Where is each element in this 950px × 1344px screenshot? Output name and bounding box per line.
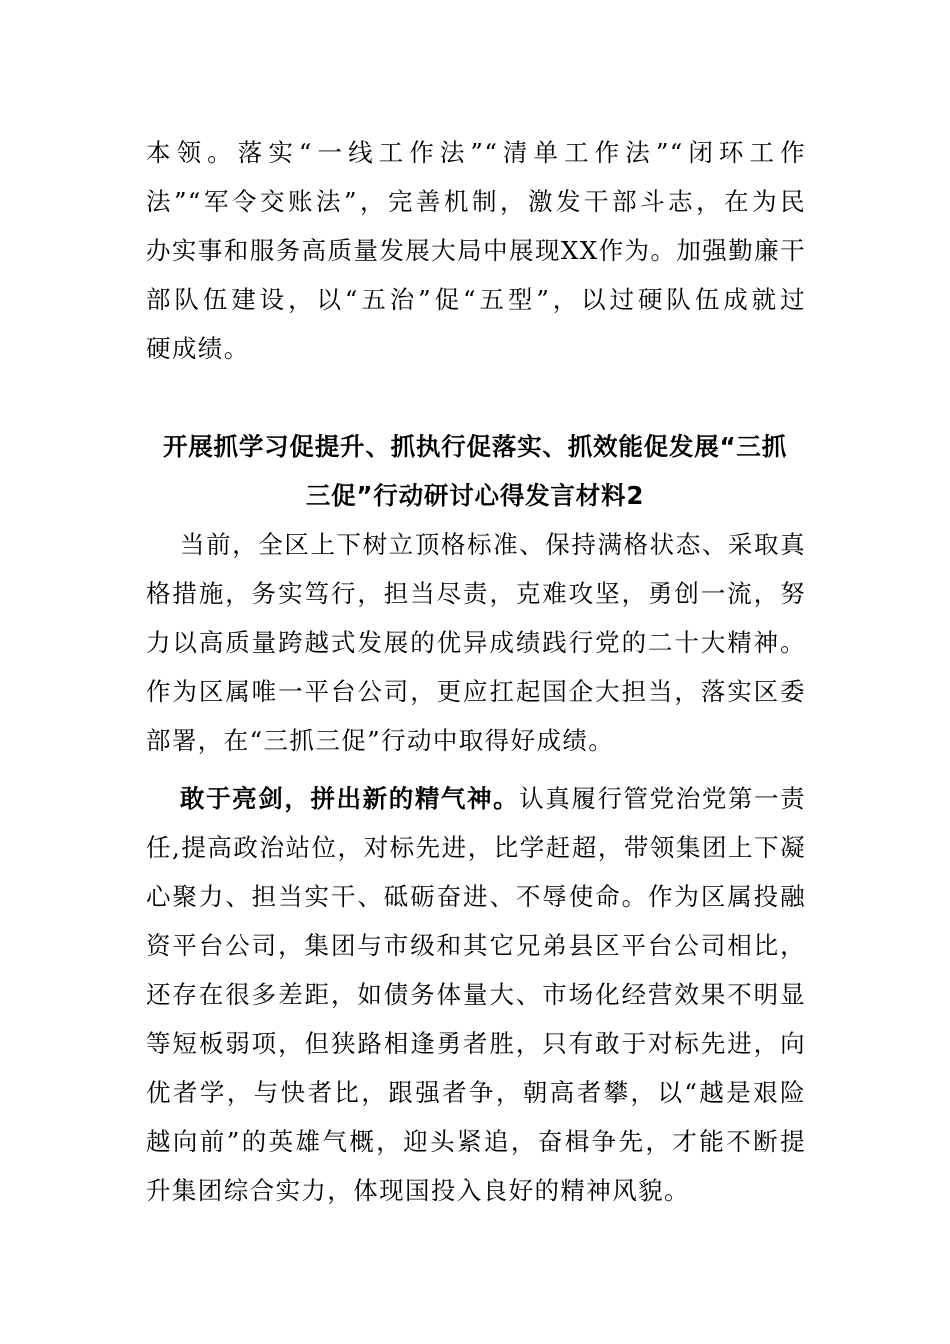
paragraph-1-line: 部署，在“三抓三促”行动中取得好成绩。 [146,726,615,755]
body-text-line: 硬成绩。 [146,334,250,363]
paragraph-1-line: 作为区属唯一平台公司，更应扛起国企大担当，落实区委 [146,677,806,706]
paragraph-2-line: 心聚力、担当实干、砥砺奋进、不辱使命。作为区属投融 [146,882,806,911]
body-text-line: 法”“军令交账法”，完善机制，激发干部斗志，在为民 [146,187,806,216]
document-title-line-1: 开展抓学习促提升、抓执行促落实、抓效能促发展“三抓 [162,432,788,461]
paragraph-2-line: 资平台公司，集团与市级和其它兄弟县区平台公司相比， [146,931,806,960]
paragraph-2-line: 升集团综合实力，体现国投入良好的精神风貌。 [146,1176,690,1205]
body-text-line: 部队伍建设，以“五治”促“五型”，以过硬队伍成就过 [146,285,806,314]
paragraph-1-line: 当前，全区上下树立顶格标准、保持满格状态、采取真 [180,530,806,559]
paragraph-2-line-rest: 认真履行管党治党第一责 [519,784,806,813]
body-text-line: 本领。落实“一线工作法”“清单工作法”“闭环工作 [146,138,806,167]
paragraph-2-line: 越向前”的英雄气概，迎头紧追，奋楫争先，才能不断提 [146,1127,806,1156]
paragraph-1-line: 格措施，务实笃行，担当尽责，克难攻坚，勇创一流，努 [146,579,806,608]
paragraph-2-line: 任,提高政治站位，对标先进，比学赶超，带领集团上下凝 [146,833,806,862]
paragraph-1-line: 力以高质量跨越式发展的优异成绩践行党的二十大精神。 [146,628,806,657]
paragraph-2-lead: 敢于亮剑，拼出新的精气神。 [180,784,520,813]
paragraph-2-line [180,783,806,815]
paragraph-2-line: 优者学，与快者比，跟强者争，朝高者攀，以“越是艰险 [146,1078,806,1107]
paragraph-2-line: 等短板弱项，但狭路相逢勇者胜，只有敢于对标先进，向 [146,1029,806,1058]
body-text-line: 办实事和服务高质量发展大局中展现XX作为。加强勤廉干 [146,236,806,265]
document-title-line-2: 三促”行动研讨心得发言材料2 [305,481,645,510]
paragraph-2-line: 还存在很多差距，如债务体量大、市场化经营效果不明显 [146,980,806,1009]
